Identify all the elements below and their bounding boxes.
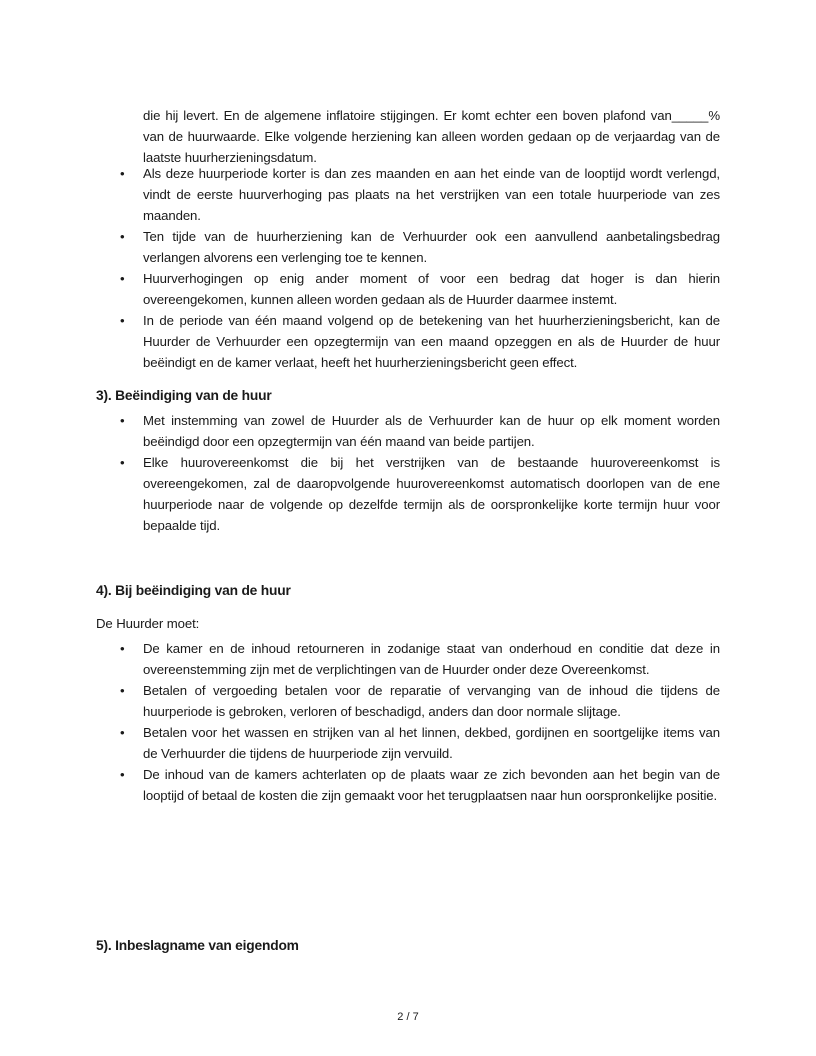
- page-number: 2 / 7: [397, 1011, 419, 1023]
- list-item: • Als deze huurperiode korter is dan zes maanden en aan het einde van de looptijd wordt verlengd, vindt de eerste huurverhoging pas plaats na het verstrijken van een totale huurperiode van zes maanden.: [96, 163, 720, 226]
- list-item: • Met instemming van zowel de Huurder als de Verhuurder kan de huur op elk moment worden beëindigd door een opzegtermijn van één maand van beide partijen.: [96, 410, 720, 452]
- fill-in-blank: _____: [671, 108, 709, 124]
- list-item: • Betalen of vergoeding betalen voor de reparatie of vervanging van de inhoud die tijdens de huurperiode is gebroken, verloren of beschadigd, anders dan door normale slijtage.: [96, 680, 720, 722]
- list-item: • Ten tijde van de huurherziening kan de Verhuurder ook een aanvullend aanbetalingsbedrag verlangen alvorens een verlenging toe te kennen.: [96, 226, 720, 268]
- list-item: • De kamer en de inhoud retourneren in zodanige staat van onderhoud en conditie dat deze in overeenstemming zijn met de verplichtingen van de Huurder onder deze Overeenkomst.: [96, 638, 720, 680]
- end-of-tenancy-bullet-list: [96, 638, 720, 806]
- termination-bullet-list: [96, 410, 720, 536]
- list-item: • In de periode van één maand volgend op de betekening van het huurherzieningsbericht, kan de Huurder de Verhuurder een opzegtermijn van een maand opzeggen en als de Huurder de huur beëindigt en de kamer verlaat, heeft het huurherzieningsbericht geen effect.: [96, 310, 720, 373]
- list-item: • Huurverhogingen op enig ander moment of voor een bedrag dat hoger is dan hierin overeengekomen, kunnen alleen worden gedaan als de Huurder daarmee instemt.: [96, 268, 720, 310]
- list-item: • De inhoud van de kamers achterlaten op de plaats waar ze zich bevonden aan het begin van de looptijd of betaal de kosten die zijn gemaakt voor het terugplaatsen naar hun oorspronkelijke positie.: [96, 764, 720, 806]
- intro-paragraph: [143, 105, 720, 168]
- section-heading-4: 4). Bij beëindiging van de huur: [96, 583, 291, 599]
- section-heading-5: 5). Inbeslagname van eigendom: [96, 938, 299, 954]
- section-heading-3: 3). Beëindiging van de huur: [96, 388, 272, 404]
- intro-text-after-blank: % van de huurwaarde. Elke volgende herziening kan alleen worden gedaan op de verjaardag van de laatste huurherzieningsdatum.: [143, 108, 720, 166]
- list-item: • Elke huurovereenkomst die bij het verstrijken van de bestaande huurovereenkomst is overeengekomen, zal de daaropvolgende huurovereenkomst automatisch doorlopen van de ene huurperiode naar de volgende op dezelfde termijn als de oorspronkelijke korte termijn huur voor bepaalde tijd.: [96, 452, 720, 536]
- intro-text-before-blank: die hij levert. En de algemene inflatoire stijgingen. Er komt echter een boven plafond van: [143, 108, 672, 124]
- list-item: • Betalen voor het wassen en strijken van al het linnen, dekbed, gordijnen en soortgelijke items van de Verhuurder die tijdens de huurperiode zijn vervuild.: [96, 722, 720, 764]
- rent-revision-bullet-list: [96, 163, 720, 373]
- lead-paragraph: De Huurder moet:: [96, 616, 200, 632]
